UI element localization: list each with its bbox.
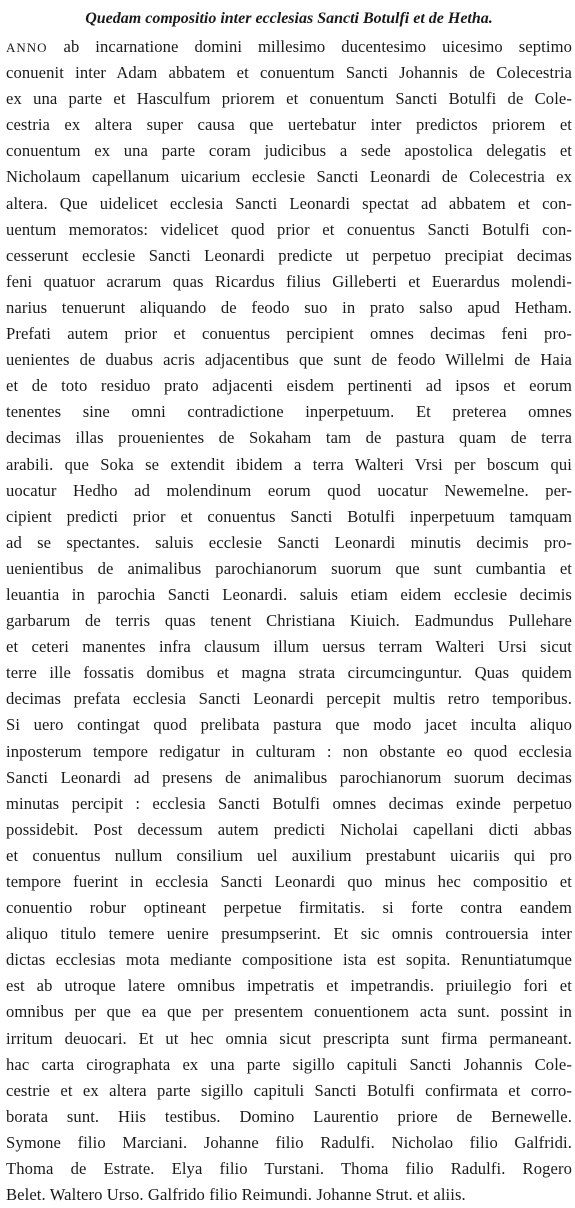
text-line: irritum deuocari. Et ut hec omnia sicut prescripta sunt firma permaneant.: [6, 1028, 572, 1048]
text-line: altera. Que uidelicet ecclesia Sancti Leonardi spectat ad abbatem et con-: [6, 193, 572, 213]
text-line: decimas prefata ecclesia Sancti Leonardi percepit multis retro temporibus.: [6, 689, 572, 709]
text-line: ad se spectantes. saluis ecclesie Sancti Leonardi minutis decimis pro-: [6, 532, 572, 552]
document-title: Quedam compositio inter ecclesias Sancti Botulfi et de Hetha.: [85, 10, 493, 27]
text-line: garbarum de terris quas tenent Christiana Kiuich. Eadmundus Pullehare: [6, 611, 572, 631]
text-line: dictas ecclesias mota mediante compositione ista est sopita. Renuntiatumque: [6, 950, 572, 970]
text-line: et ceteri manentes infra clausum illum uersus terram Walteri Ursi sicut: [6, 637, 572, 657]
text-line: uenientes de duabus acris adjacentibus que sunt de feodo Willelmi de Haia: [6, 350, 572, 370]
text-line: et de toto residuo prato adjacenti eisdem pertinenti ad ipsos et eorum: [6, 376, 572, 396]
text-line: terre ille fossatis domibus et magna strata circumcinguntur. Quas quidem: [6, 663, 572, 683]
text-line: minutas percipit : ecclesia Sancti Botulfi omnes decimas exinde perpetuo: [6, 793, 572, 813]
text-line: aliquo titulo temere uenire presumpserint. Et sic omnis controuersia inter: [6, 924, 572, 944]
text-line: narius tenuerunt aliquando de feodo suo in prato salso apud Hetham.: [6, 297, 572, 317]
text-line: uocatur Hedho ad molendinum eorum quod uocatur Newemelne. per-: [6, 480, 572, 500]
text-line: omnibus per que ea que per presentem conuentionem acta sunt. possint in: [6, 1002, 572, 1022]
text-line: Sancti Leonardi ad presens de animalibus parochianorum suorum decimas: [6, 767, 572, 787]
document-body: [6, 34, 572, 1208]
text-line: cestrie et ex altera parte sigillo capituli Sancti Botulfi confirmata et corro-: [6, 1080, 572, 1100]
text-line: Belet. Waltero Urso. Galfrido filio Reimundi. Johanne Strut. et aliis.: [6, 1185, 466, 1205]
text-line: uenientibus de animalibus parochianorum suorum que sunt cumbantia et: [6, 558, 572, 578]
document-page: [6, 6, 572, 1208]
text-line: tenentes sine omni contradictione inperpetuum. Et preterea omnes: [6, 402, 572, 422]
text-line: Thoma de Estrate. Elya filio Turstani. Thoma filio Radulfi. Rogero: [6, 1159, 572, 1179]
text-line: borata sunt. Hiis testibus. Domino Laurentio priore de Bernewelle.: [6, 1106, 572, 1126]
text-line: cesserunt ecclesie Sancti Leonardi predicte ut perpetuo precipiat decimas: [6, 245, 572, 265]
text-line: inposterum tempore redigatur in culturam : non obstante eo quod ecclesia: [6, 741, 572, 761]
text-line: Si uero contingat quod prelibata pastura que modo jacet inculta aliquo: [6, 715, 572, 735]
text-line: et conuentus nullum consilium uel auxilium prestabunt uicariis qui pro: [6, 845, 572, 865]
text-line: hac carta cirographata ex una parte sigillo capituli Sancti Johannis Cole-: [6, 1054, 572, 1074]
text-line: uentum memoratos: videlicet quod prior et conuentus Sancti Botulfi con-: [6, 219, 572, 239]
text-line: Symone filio Marciani. Johanne filio Radulfi. Nicholao filio Galfridi.: [6, 1132, 572, 1152]
text-line: est ab utroque latere omnibus impetratis et impetrandis. priuilegio fori et: [6, 976, 572, 996]
text-line: cestria ex altera super causa que uertebatur inter predictos priorem et: [6, 115, 572, 135]
opening-word: ANNO: [6, 40, 48, 55]
text-line: Prefati autem prior et conuentus percipient omnes decimas feni pro-: [6, 324, 572, 344]
text-line: conuentio robur optineant perpetue firmitatis. si forte contra eandem: [6, 898, 572, 918]
text-line: ex una parte et Hasculfum priorem et conuentum Sancti Botulfi de Cole-: [6, 89, 572, 109]
text-line: Nicholaum capellanum uicarium ecclesie Sancti Leonardi de Colecestria ex: [6, 167, 572, 187]
text-line: leuantia in parochia Sancti Leonardi. saluis etiam eidem ecclesie decimis: [6, 584, 572, 604]
text-line: conuentum ex una parte coram judicibus a sede apostolica delegatis et: [6, 141, 572, 161]
text-line: conuenit inter Adam abbatem et conuentum Sancti Johannis de Colecestria: [6, 63, 572, 83]
text-line: ANNO ab incarnatione domini millesimo ducentesimo uicesimo septimo: [6, 37, 572, 56]
text-line: possidebit. Post decessum autem predicti Nicholai capellani dicti abbas: [6, 819, 572, 839]
text-line: arabili. que Soka se extendit ibidem a terra Walteri Vrsi per boscum qui: [6, 454, 572, 474]
text-line: cipient predicti prior et conuentus Sancti Botulfi inperpetuum tamquam: [6, 506, 572, 526]
text-line: tempore fuerint in ecclesia Sancti Leonardi quo minus hec compositio et: [6, 872, 572, 891]
text-line: decimas illas prouenientes de Sokaham tam de pastura quam de terra: [6, 428, 572, 448]
text-line: feni quatuor acrarum quas Ricardus filius Gilleberti et Euerardus molendi-: [6, 271, 572, 291]
